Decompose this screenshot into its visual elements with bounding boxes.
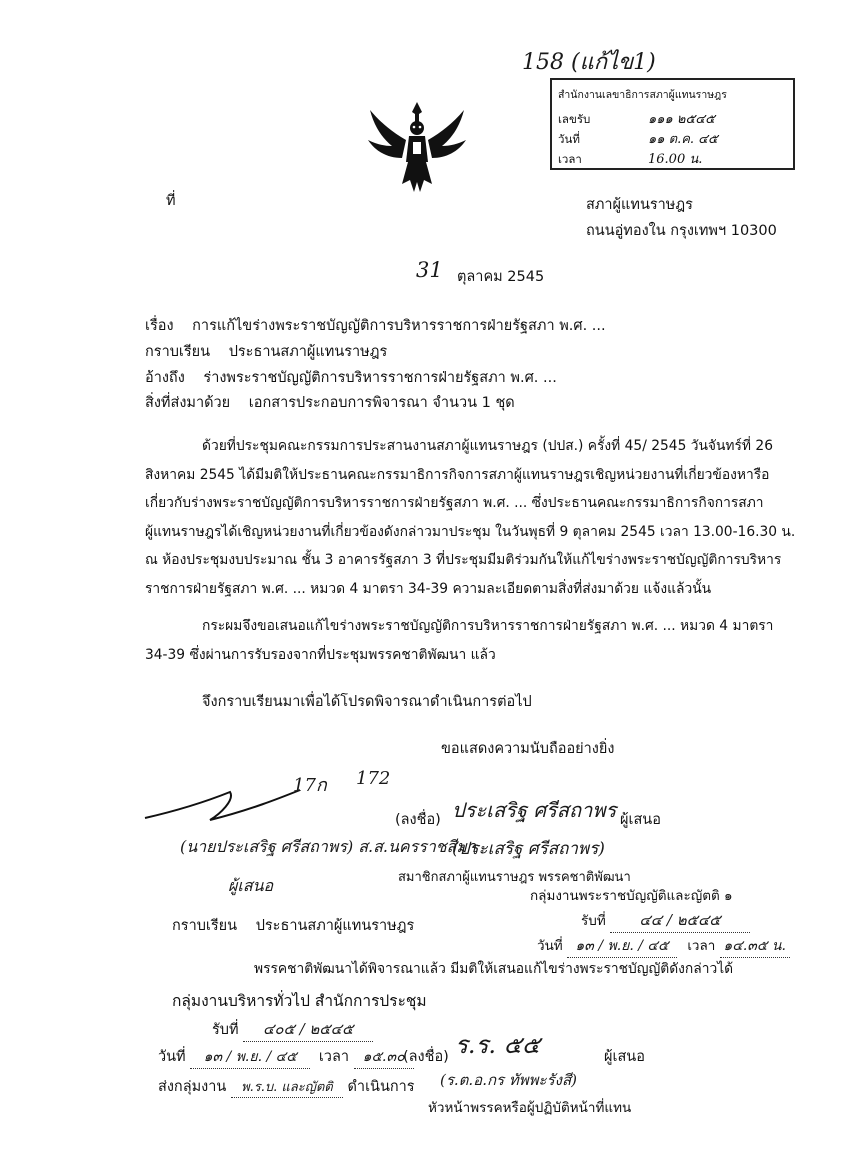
enclosure-label: สิ่งที่ส่งมาด้วย xyxy=(145,395,231,411)
reference-field-value: ร่างพระราชบัญญัติการบริหารราชการฝ่ายรัฐสภา พ.ศ. ... xyxy=(203,370,557,386)
receipt-stamp-number: เลขรับ ๑๑๑ ๒๕๔๕ xyxy=(558,112,715,127)
meeting-stamp-title: กลุ่มงานบริหารทั่วไป สำนักการประชุม xyxy=(172,992,427,1010)
top-handwritten-note: 158 (แก้ไข1) xyxy=(522,50,656,75)
reference-label: ที่ xyxy=(166,193,176,209)
bill-group-received: รับที่ ๔๔ / ๒๕๔๕ xyxy=(581,908,750,933)
addressee-value: ประธานสภาผู้แทนราษฎร xyxy=(255,918,415,934)
head-proposer-label: ผู้เสนอ xyxy=(604,1049,645,1065)
body-line: ราชการฝ่ายรัฐสภา พ.ศ. ... หมวด 4 มาตรา 34-39 ความละเอียดตามสิ่งที่ส่งมาด้วย แจ้งแล้วนั้น xyxy=(145,580,712,597)
bill-group-date: วันที่ ๑๓ / พ.ย. / ๔๕ เวลา ๑๔.๓๕ น. xyxy=(537,934,790,958)
head-signatory-title: หัวหน้าพรรคหรือผู้ปฏิบัติหน้าที่แทน xyxy=(428,1100,632,1116)
subject-label: เรื่อง xyxy=(145,318,174,334)
reference-field xyxy=(145,366,557,389)
enclosure-field xyxy=(145,391,515,414)
subject-field xyxy=(145,314,606,337)
body-line: กระผมจึงขอเสนอแก้ไขร่างพระราชบัญญัติการบริหารราชการฝ่ายรัฐสภา พ.ศ. ... หมวด 4 มาตรา xyxy=(202,618,774,634)
organization-address: ถนนอู่ทองใน กรุงเทพฯ 10300 xyxy=(586,223,777,239)
body-paragraph-2 xyxy=(145,612,774,669)
bill-group-stamp-title: กลุ่มงานพระราชบัญญัติและญัตติ ๑ xyxy=(530,888,733,904)
body-line: ณ ห้องประชุมงบประมาณ ชั้น 3 อาคารรัฐสภา 3 ที่ประชุมมีมติร่วมกันให้แก้ไขร่างพระราชบัญญัติการบริหาร xyxy=(145,552,782,568)
proposer-label: ผู้เสนอ xyxy=(620,812,661,828)
meeting-stamp-received: รับที่ ๔๐๕ / ๒๕๔๕ xyxy=(212,1017,373,1042)
salutation-label: กราบเรียน xyxy=(145,344,211,360)
signature-handwriting: ประเสริฐ ศรีสถาพร xyxy=(452,798,617,822)
body-line: เกี่ยวกับร่างพระราชบัญญัติการบริหารราชการฝ่ายรัฐสภา พ.ศ. ... ซึ่งประธานคณะกรรมาธิการกิจการสภา xyxy=(145,495,764,511)
handwritten-extra-2: ผู้เสนอ xyxy=(228,876,274,895)
addressee-label: กราบเรียน xyxy=(172,918,238,934)
body-line: ด้วยที่ประชุมคณะกรรมการประสานงานสภาผู้แทนราษฎร (ปปส.) ครั้งที่ 45/ 2545 วันจันทร์ที่ 26 xyxy=(202,438,773,454)
signatory-position: สมาชิกสภาผู้แทนราษฎร พรรคชาติพัฒนา xyxy=(398,870,631,885)
date-month-year: ตุลาคม 2545 xyxy=(457,269,545,285)
handwritten-number: 17ก xyxy=(293,775,327,796)
signature-label: (ลงชื่อ) xyxy=(395,812,441,828)
head-signature-label: (ลงชื่อ) xyxy=(403,1049,449,1065)
garuda-emblem-icon xyxy=(362,92,472,202)
addressee xyxy=(172,914,414,937)
organization-name: สภาผู้แทนราษฎร xyxy=(586,197,693,213)
receipt-stamp-time: เวลา 16.00 น. xyxy=(558,152,703,167)
receipt-stamp-office: สำนักงานเลขาธิการสภาผู้แทนราษฎร xyxy=(558,89,727,101)
salutation-value: ประธานสภาผู้แทนราษฎร xyxy=(228,344,388,360)
body-line: 34-39 ซึ่งผ่านการรับรองจากที่ประชุมพรรคชาติพัฒนา แล้ว xyxy=(145,646,496,663)
closing-phrase: ขอแสดงความนับถืออย่างยิ่ง xyxy=(441,741,615,757)
body-paragraph-3: จึงกราบเรียนมาเพื่อได้โปรดพิจารณาดำเนินการต่อไป xyxy=(202,694,532,710)
salutation-field xyxy=(145,340,387,363)
handwritten-number-2: 172 xyxy=(356,768,391,789)
enclosure-value: เอกสารประกอบการพิจารณา จำนวน 1 ชุด xyxy=(248,395,515,411)
receipt-stamp-date: วันที่ ๑๑ ต.ค. ๔๕ xyxy=(558,132,718,147)
reference-field-label: อ้างถึง xyxy=(145,370,185,386)
meeting-stamp-send: ส่งกลุ่มงาน พ.ร.บ. และญัตติ ดำเนินการ xyxy=(158,1075,415,1098)
body-paragraph-1 xyxy=(145,432,796,603)
handwritten-name-extra: (นายประเสริฐ ศรีสถาพร) ส.ส.นครราชสีมา xyxy=(180,837,476,856)
head-signature-handwriting: ร.ร. ๕๕ xyxy=(455,1031,540,1059)
receipt-stamp xyxy=(550,78,795,170)
body-line: ผู้แทนราษฎรได้เชิญหน่วยงานที่เกี่ยวข้องดังกล่าวมาประชุม ในวันพุธที่ 9 ตุลาคม 2545 เวลา 13.00-16.30 น. xyxy=(145,523,796,540)
date-day: 31 xyxy=(416,258,443,282)
party-resolution: พรรคชาติพัฒนาได้พิจารณาแล้ว มีมติให้เสนอแก้ไขร่างพระราชบัญญัติดังกล่าวได้ xyxy=(254,961,734,977)
subject-value: การแก้ไขร่างพระราชบัญญัติการบริหารราชการฝ่ายรัฐสภา พ.ศ. ... xyxy=(192,318,606,334)
body-line: สิงหาคม 2545 ได้มีมติให้ประธานคณะกรรมาธิการกิจการสภาผู้แทนราษฎรเชิญหน่วยงานที่เกี่ยวข้องหารือ xyxy=(145,466,770,483)
head-signatory-name: (ร.ต.อ.กร ทัพพะรังสี) xyxy=(440,1071,577,1089)
signatory-name: (ประเสริฐ ศรีสถาพร) xyxy=(452,839,605,859)
meeting-stamp-date: วันที่ ๑๓ / พ.ย. / ๔๕ เวลา ๑๕.๓๐ xyxy=(158,1045,414,1069)
